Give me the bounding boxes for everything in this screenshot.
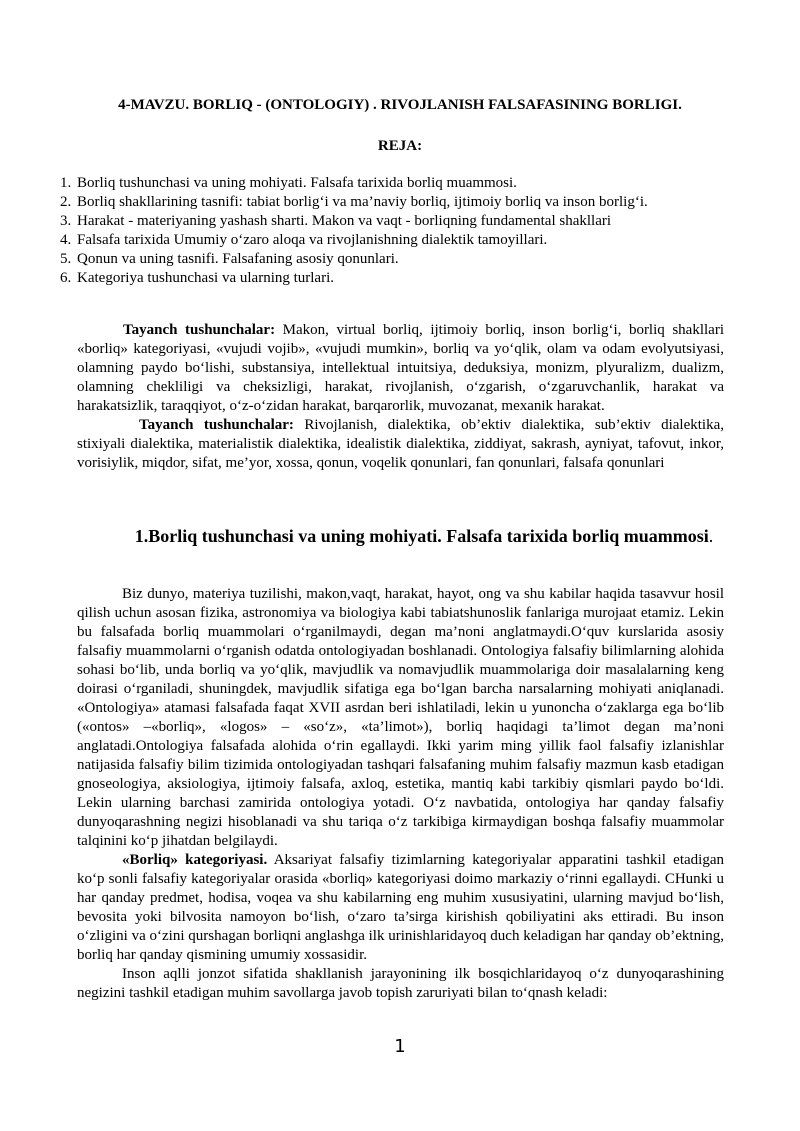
key-concepts-paragraph-1 xyxy=(77,321,724,416)
list-item xyxy=(60,231,648,250)
list-item-text: Borliq shakllarining tasnifi: tabiat borlig‘i va ma’naviy borliq, ijtimoiy borliq va inson borlig‘i. xyxy=(77,194,648,210)
section-heading xyxy=(77,525,771,547)
key-concepts-text: Rivojlanish, dialektika, ob’ektiv dialektika, sub’ektiv dialektika, stixiyali dialektika, materialistik dialektika, idealistik dialektika, ziddiyat, sakrash, ayniyat, tafovut, inkor, vorisiylik, miqdor, sifat, me’yor, xossa, qonun, voqelik qonunlari, fan qonunlari, falsafa qonunlari xyxy=(77,417,724,471)
page-number: 1 xyxy=(394,1036,406,1057)
list-item xyxy=(60,250,648,269)
list-item xyxy=(60,269,648,288)
list-item-text: Qonun va uning tasnifi. Falsafaning asosiy qonunlari. xyxy=(77,251,399,267)
list-item-text: Harakat - materiyaning yashash sharti. Makon va vaqt - borliqning fundamental shakllari xyxy=(77,213,612,229)
section-heading-text: 1.Borliq tushunchasi va uning mohiyati. Falsafa tarixida borliq muammosi xyxy=(134,526,709,546)
paragraph: Biz dunyo, materiya tuzilishi, makon,vaqt, harakat, hayot, ong va shu kabilar haqida tasavvur hosil qilish uchun asosan fizika, astronomiya va biologiya kabi tabiatshunoslik fanlariga murojaat etamiz. Lekin bu falsafada borliq muammolari o‘rganilmaydi, degan ma’noni anglatmaydi.O‘quv kurslarida asosiy falsafiy muammolarni o‘rganish odatda ontologiyadan boshlanadi. Ontologiya falsafiy bilimlarning alohida sohasi bo‘lib, unda borliq va yo‘qlik, mavjudlik va nomavjudlik muammolariga doir masalalarning keng doirasi o‘rganiladi, shuningdek, mavjudlik sifatiga ega bo‘lgan barcha narsalarning mohiyati aniqlanadi. «Ontologiya» atamasi falsafada faqat XVII asrdan beri ishlatiladi, lekin u yunoncha o‘zaklarga ega bo‘lib («ontos» –«borliq», «logos» – «so‘z», «ta’limot»), borliq haqidagi ta’limot degan ma’noni anglatadi.Ontologiya falsafada alohida o‘rin egallaydi. Ikki yarim ming yillik faol falsafiy izlanishlar natijasida falsafiy bilim tizimida ontologiyadan tashqari falsafaning muhim falsafiy mazmun kasb etadigan gnoseologiya, aksiologiya, ijtimoiy falsafa, axloq, estetika, mantiq kabi tarkibiy qismlari paydo bo‘ldi. Lekin ularning barchasi zamirida ontologiya yotadi. O‘z navbatida, ontologiya har qanday falsafiy dunyoqarashning negizi hisoblanadi va shu tariqa o‘z tarkibiga kirmaydigan boshqa falsafiy muammolar talqinini ko‘p jihatdan belgilaydi. xyxy=(77,586,724,849)
list-item-number: 6. xyxy=(60,270,72,286)
section-heading-period: . xyxy=(708,526,714,546)
key-concepts-paragraph-2 xyxy=(77,416,724,473)
paragraph: Inson aqlli jonzot sifatida shakllanish jarayonining ilk bosqichlaridayoq o‘z dunyoqarashining negizini tashkil etadigan muhim savollarga javob topish zaruriyati bilan to‘qnash keladi: xyxy=(77,966,724,1001)
list-item xyxy=(60,212,648,231)
list-item-number: 1. xyxy=(60,175,72,191)
list-item xyxy=(60,174,648,193)
paragraph-lead: «Borliq» kategoriyasi. xyxy=(122,852,268,868)
list-item-text: Borliq tushunchasi va uning mohiyati. Falsafa tarixida borliq muammosi. xyxy=(77,175,517,191)
key-concepts-block xyxy=(77,321,724,473)
document-title: 4-MAVZU. BORLIQ - (ONTOLOGIY) . RIVOJLANISH FALSAFASINING BORLIGI. xyxy=(118,97,682,113)
key-concepts-text: Makon, virtual borliq, ijtimoiy borliq, inson borlig‘i, borliq shakllari «borliq» kategoriyasi, «vujudi vojib», «vujudi mumkin», borliq va yo‘qlik, olam va odam evolyutsiyasi, olamning paydo bo‘lishi, substansiya, intellektual intuitsiya, deduksiya, monizm, plyuralizm, dualizm, olamning chekliligi va cheksizligi, harakat, rivojlanish, o‘zgarish, o‘zgaruvchanlik, harakat va harakatsizlik, taraqqiyot, o‘z-o‘zidan harakat, barqarorlik, muvozanat, mexanik harakat. xyxy=(77,322,724,414)
list-item xyxy=(60,193,648,212)
list-item-number: 5. xyxy=(60,251,72,267)
list-item-number: 2. xyxy=(60,194,72,210)
key-concepts-label: Tayanch tushunchalar: xyxy=(139,417,294,433)
paragraph-text: Aksariyat falsafiy tizimlarning kategoriyalar apparatini tashkil etadigan ko‘p sonli falsafiy kategoriyalar orasida «borliq» kategoriyasi doimo markaziy o‘rinni egallaydi. CHunki u har qanday predmet, hodisa, voqea va shu kabilarning eng muhim xususiyatini, ularning mavjud bo‘lish, bevosita yoki bilvosita namoyon bo‘lish, o‘zaro ta’sirga kirishish qobiliyatini aks ettiradi. Bu inson o‘zligini va o‘zini qurshagan borliqni anglashga ilk urinishlaridayoq duch keladigan har qanday ob’ektning, borliq har qanday qismining umumiy xossasidir. xyxy=(77,852,724,963)
paragraph xyxy=(77,851,724,965)
list-item-number: 4. xyxy=(60,232,72,248)
list-item-number: 3. xyxy=(60,213,72,229)
section-body xyxy=(77,585,724,1003)
key-concepts-label: Tayanch tushunchalar: xyxy=(123,322,276,338)
list-item-text: Kategoriya tushunchasi va ularning turlari. xyxy=(77,270,335,286)
plan-list xyxy=(60,174,648,288)
plan-heading: REJA: xyxy=(377,138,423,154)
list-item-text: Falsafa tarixida Umumiy o‘zaro aloqa va rivojlanishning dialektik tamoyillari. xyxy=(77,232,548,248)
